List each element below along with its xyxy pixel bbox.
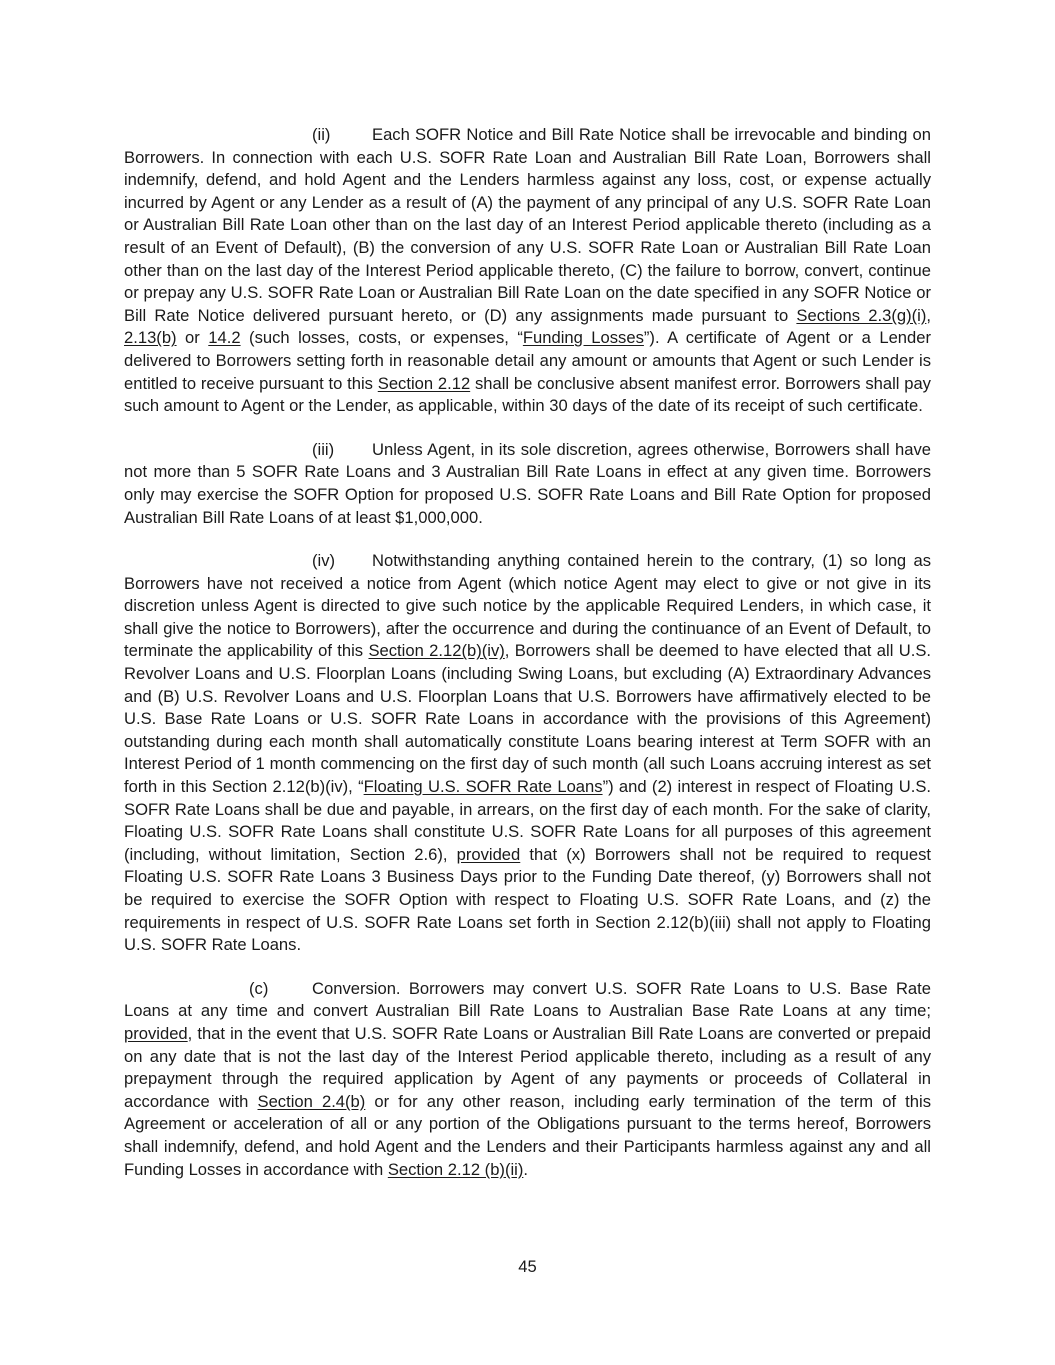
paragraph-text: (such losses, costs, or expenses, “ <box>240 328 523 348</box>
paragraph-label: (ii) <box>312 125 331 144</box>
section-reference: Sections 2.3(g)(i) <box>796 305 927 325</box>
paragraph-text: shall be conclusive absent manifest error. Borrowers shall pay such amount to Agent or the Lender, as applicable, within 30 days of the date of its receipt of such certificate. <box>124 373 931 416</box>
paragraph-text: Notwithstanding anything contained herein to the contrary, (1) so long as Borrowers have not received a notice from Agent (which notice Agent may elect to give or not give in its discretion unless Agent is directed to give such notice by the applicable Required Lenders, in which case, it shall give the notice to Borrowers), after the occurrence and during the continuance of an Event of Default, to terminate the applicability of this <box>124 551 931 661</box>
paragraph-text: , Borrowers shall be deemed to have elected that all U.S. Revolver Loans and U.S. Floorplan Loans (including Swing Loans, but excluding (A) Extraordinary Advances and (B) U.S. Revolver Loans and U.S. Floorplan Loans that U.S. Borrowers have affirmatively elected to be U.S. Base Rate Loans or U.S. SOFR Rate Loans in accordance with the provisions of this Agreement) outstanding during each month shall automatically constitute Loans bearing interest at Term SOFR with an Interest Period of 1 month commencing on the first day of such month (all such Loans accruing interest as set forth in this Section 2.12(b)(iv), “ <box>124 641 932 797</box>
paragraph-c <box>124 978 931 1181</box>
section-reference: Section 2.12 <box>377 373 471 393</box>
paragraph-text: , that in the event that U.S. SOFR Rate Loans or Australian Bill Rate Loans are converted or prepaid on any date that is not the last day of the Interest Period applicable thereto, including as a result of any prepayment through the required application by Agent of any payments or proceeds of Collateral in accordance with <box>124 1023 931 1111</box>
defined-term: Funding Losses <box>522 328 644 348</box>
paragraph-text: or for any other reason, including early termination of the term of this Agreement or acceleration of all or any portion of the Obligations pursuant to the terms hereof, Borrowers shall indemnify, defend, and hold Agent and the Lenders and their Participants harmless against any and all Funding Losses in accordance with <box>124 1091 931 1179</box>
defined-term: Floating U.S. SOFR Rate Loans <box>363 777 603 797</box>
paragraph-text: ”) and (2) interest in respect of Floating U.S. SOFR Rate Loans shall be due and payable, in arrears, on the first day of each month. For the sake of clarity, Floating U.S. SOFR Rate Loans shall constitute U.S. SOFR Rate Loans for all purposes of this agreement (including, without limitation, Section 2.6), <box>124 777 932 864</box>
section-reference: Section 2.12 (b)(ii) <box>387 1159 524 1179</box>
paragraph-label: (iii) <box>312 439 335 459</box>
section-reference: Section 2.12(b)(iv) <box>368 641 505 661</box>
paragraph-text: ”). A certificate of Agent or a Lender delivered to Borrowers setting forth in reasonable detail any amount or amounts that Agent or such Lender is entitled to receive pursuant to this <box>124 328 932 393</box>
paragraph-text: . <box>523 1159 529 1179</box>
document-page <box>124 124 931 1181</box>
proviso-term: provided <box>124 1023 188 1043</box>
paragraph-text: , <box>926 305 931 325</box>
paragraph-label: (c) <box>249 978 269 998</box>
paragraph-iv <box>124 550 931 957</box>
paragraph-text: Unless Agent, in its sole discretion, agrees otherwise, Borrowers shall have not more than 5 SOFR Rate Loans and 3 Australian Bill Rate Loans in effect at any given time. Borrowers only may exercise the SOFR Option for proposed U.S. SOFR Rate Loans and Bill Rate Option for proposed Australian Bill Rate Loans of at least $1,000,000. <box>124 439 931 527</box>
paragraph-label: (iv) <box>312 551 336 571</box>
section-reference: 14.2 <box>208 328 241 348</box>
paragraph-text: Conversion. Borrowers may convert U.S. SOFR Rate Loans to U.S. Base Rate Loans at any time and convert Australian Bill Rate Loans to Australian Base Rate Loans at any time; <box>124 978 931 1021</box>
paragraph-text: Each SOFR Notice and Bill Rate Notice shall be irrevocable and binding on Borrowers. In connection with each U.S. SOFR Rate Loan and Australian Bill Rate Loan, Borrowers shall indemnify, defend, and hold Agent and the Lenders harmless against any loss, cost, or expense actually incurred by Agent or any Lender as a result of (A) the payment of any principal of any U.S. SOFR Rate Loan or Australian Bill Rate Loan other than on the last day of an Interest Period applicable thereto (including as a result of an Event of Default), (B) the conversion of any U.S. SOFR Rate Loan or Australian Bill Rate Loan other than on the last day of the Interest Period applicable thereto, (C) the failure to borrow, convert, continue or prepay any U.S. SOFR Rate Loan or Australian Bill Rate Loan on the date specified in any SOFR Notice or Bill Rate Notice delivered pursuant hereto, or (D) any assignments made pursuant to <box>124 125 931 325</box>
paragraph-text: that (x) Borrowers shall not be required to request Floating U.S. SOFR Rate Loans 3 Business Days prior to the Funding Date thereof, (y) Borrowers shall not be required to exercise the SOFR Option with respect to Floating U.S. SOFR Rate Loans, and (z) the requirements in respect of U.S. SOFR Rate Loans set forth in Section 2.12(b)(iii) shall not apply to Floating U.S. SOFR Rate Loans. <box>124 844 931 955</box>
section-reference: Section 2.4(b) <box>257 1091 366 1111</box>
paragraph-iii <box>124 439 931 529</box>
paragraph-ii <box>124 124 931 418</box>
proviso-term: provided <box>456 844 521 864</box>
page-number: 45 <box>518 1257 537 1276</box>
paragraph-text: or <box>176 328 209 348</box>
section-reference: 2.13(b) <box>124 328 177 348</box>
